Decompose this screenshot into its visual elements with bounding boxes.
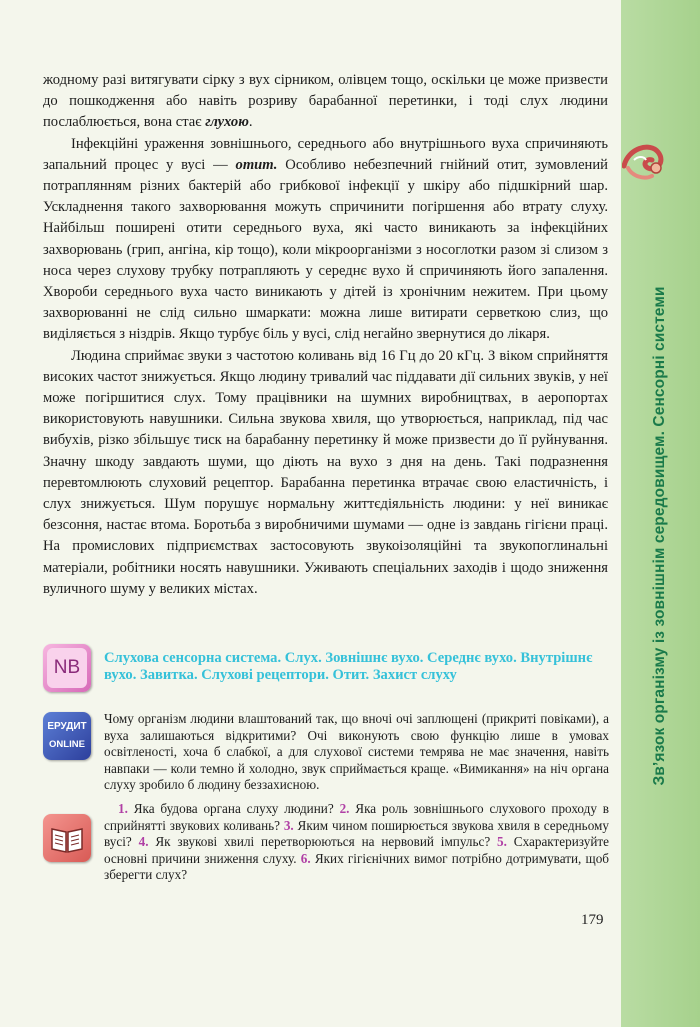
section-title-vertical: Зв’язок організму із зовнішнім середовищем. Сенсорні системи <box>651 286 668 786</box>
open-book-icon <box>43 814 91 862</box>
paragraph-1: жодному разі витягувати сірку з вух сірником, олівцем тощо, оскільки це може призвести до пошкодження або навіть розриву барабанної перетинки, і тоді слух людини послаблюється, вона стає глухою. <box>43 72 608 131</box>
erudite-online-icon: ЕРУДИТ ONLINE <box>43 712 91 760</box>
nb-icon: NB <box>43 644 91 692</box>
question-5: 5. Схарактеризуйте основні причини зниження слуху. <box>104 834 609 866</box>
question-3: 3. Яким чином поширюється звукова хвиля в середньому вусі? <box>104 817 609 850</box>
ear-anatomy-icon <box>622 138 668 188</box>
erudite-text: Чому організм людини влаштований так, що вночі очі заплющені (прикриті повіками), а вуха залишаються відкритими? Очі виконують свою функцію лише в умовах освітленості, хоча б слабкої, а для слухової системи темрява не має значення, навіть навпаки — коли темно й холодно, звук сприймається краще. «Вимикання» на ніч органа слуху зробило б людину беззахисною. <box>104 711 609 793</box>
paragraph-3: Людина сприймає звуки з частотою коливань від 16 Гц до 20 кГц. З віком сприйняття високих частот знижується. Якщо людину тривалий час піддавати дії сильних звуків, у неї може погіршитися слух. Тому працівники на шумних виробництвах, в аеропортах використовують навушники. Сильна звукова хвиля, що утворюється, наприклад, під час вибухів, різко збільшує тиск на барабанну перетинку й може призвести до її руйнування. Значну шкоду завдають шуми, що діють на вухо з дня на день. Такі подразнення перевтомлюють слуховий рецептор. Барабанна перетинка втрачає свою еластичність, і слух знижується. Шум порушує нормальну життєдіяльність людини: у неї виникає безсоння, настає втома. Боротьба з виробничими шумами — одне із завдань гігієни праці. На промислових підприємствах застосовують звукоізоляційні та звукопоглинальні матеріали, робітники носять навушники. Уживають спеціальних заходів і щодо зниження вуличного шуму у великих містах. <box>43 347 608 597</box>
question-4: 4. Як звукові хвилі перетворюються на нервовий імпульс? <box>138 834 491 850</box>
question-6: 6. Яких гігієнічних вимог потрібно дотримувати, щоб зберегти слух? <box>104 850 610 883</box>
paragraph-2: Інфекційні ураження зовнішнього, середнього або внутрішнього вуха спричиняють запальний процес у вусі — отит. Особливо небезпечний гнійний отит, зумовлений потраплянням різних бактерій або грибкової інфекції у шкіру або підшкірний шар. Ускладнення такого захворювання можуть спричинити погіршення або втрату слуху. Найбільш поширені отити середнього вуха, які часто виникають за інфекційних захворювань (грип, ангіна, кір тощо), коли мікроорганізми з носоглотки разом зі слизом з носа через слухову трубку потрапляють у середнє вухо й спричиняють його запалення. Хвороби середнього вуха часто виникають у дітей із хронічним нежитем. При цьому захворюванні не слід сильно шмаркати: можна лише витирати серветкою слиз, що виділяється з ніздрів. Якщо турбує біль у вусі, слід негайно звернутися до лікаря. <box>43 135 608 343</box>
key-terms: Слухова сенсорна система. Слух. Зовнішнє вухо. Середнє вухо. Внутрішнє вухо. Завитка. Слухові рецептори. Отит. Захист слуху <box>104 650 593 683</box>
question-2: 2. Яка роль зовнішнього слухового проходу в сприйнятті звукових коливань? <box>104 801 610 833</box>
page-number: 179 <box>581 912 604 928</box>
question-1: 1. Яка будова органа слуху людини? <box>118 801 334 816</box>
review-questions <box>104 801 609 884</box>
body-text <box>43 70 608 600</box>
